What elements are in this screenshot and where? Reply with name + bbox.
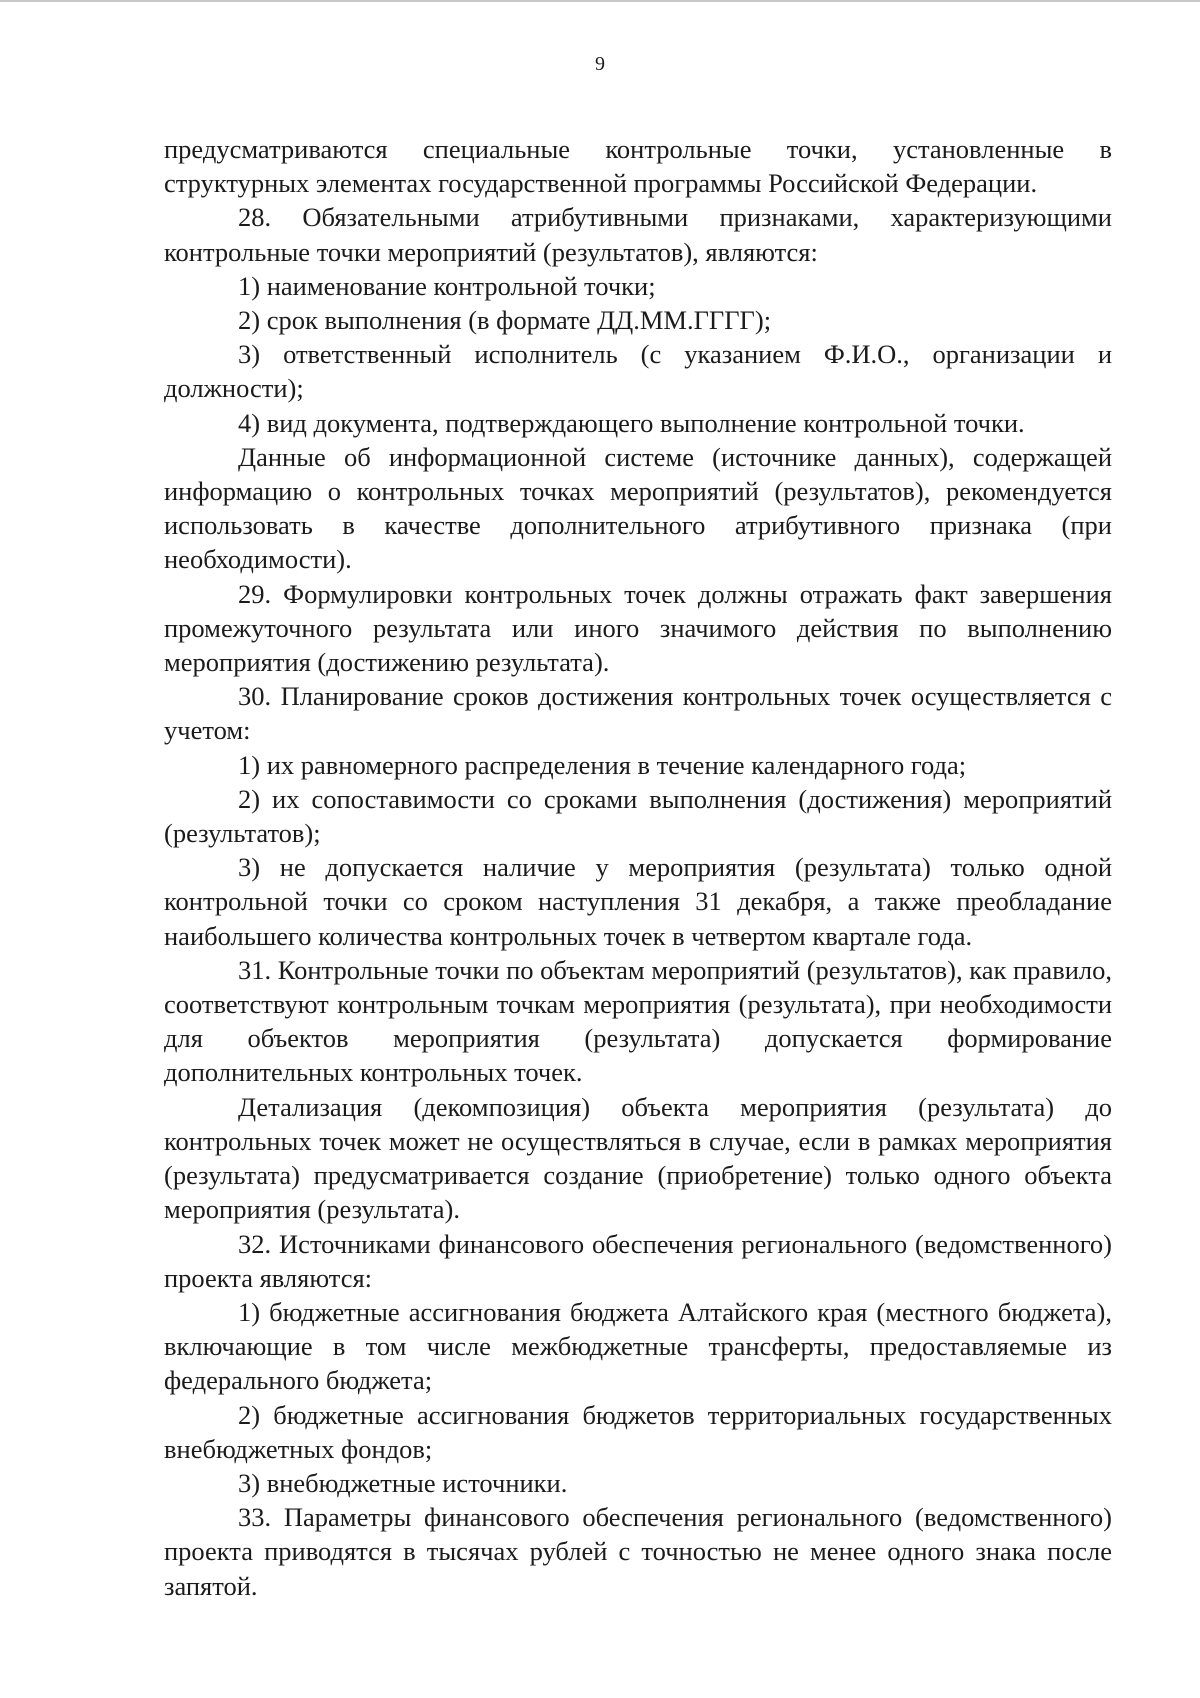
paragraph-item-32: 32. Источниками финансового обеспечения регионального (ведомственного) проекта являются:	[164, 1228, 1112, 1293]
paragraph: Детализация (декомпозиция) объекта мероприятия (результата) до контрольных точек может не осуществляться в случае, если в рамках мероприятия (результата) предусматривается создание (приобретение) только одного объекта мероприятия (результата).	[164, 1091, 1112, 1225]
top-border-line	[0, 0, 1200, 2]
list-item: 3) ответственный исполнитель (с указанием Ф.И.О., организации и должности);	[164, 339, 1112, 404]
list-item: 1) их равномерного распределения в течение календарного года;	[238, 749, 967, 780]
paragraph-item-29: 29. Формулировки контрольных точек должны отражать факт завершения промежуточного результата или иного значимого действия по выполнению мероприятия (достижению результата).	[164, 578, 1112, 678]
paragraph-item-28: 28. Обязательными атрибутивными признаками, характеризующими контрольные точки мероприятий (результатов), являются:	[164, 202, 1112, 267]
paragraph-continuation: предусматриваются специальные контрольные точки, установленные в структурных элементах государственной программы Российской Федерации.	[164, 134, 1112, 199]
paragraph-item-33: 33. Параметры финансового обеспечения регионального (ведомственного) проекта приводятся в тысячах рублей с точностью не менее одного знака после запятой.	[164, 1502, 1112, 1601]
page-number: 9	[595, 53, 605, 75]
paragraph-item-30: 30. Планирование сроков достижения контрольных точек осуществляется с учетом:	[164, 681, 1112, 746]
list-item: 4) вид документа, подтверждающего выполнение контрольной точки.	[238, 407, 1025, 438]
list-item: 3) не допускается наличие у мероприятия (результата) только одной контрольной точки со сроком наступления 31 декабря, а также преобладание наибольшего количества контрольных точек в четвертом квартале года.	[164, 852, 1112, 951]
list-item: 3) внебюджетные источники.	[238, 1467, 568, 1498]
document-body	[164, 132, 1112, 1603]
list-item: 2) срок выполнения (в формате ДД.ММ.ГГГГ);	[238, 305, 772, 336]
paragraph: Данные об информационной системе (источнике данных), содержащей информацию о контрольных точках мероприятий (результатов), рекомендуется использовать в качестве дополнительного атрибутивного признака (при необходимости).	[164, 441, 1112, 575]
list-item: 2) бюджетные ассигнования бюджетов территориальных государственных внебюджетных фондов;	[164, 1399, 1112, 1464]
list-item: 1) наименование контрольной точки;	[238, 270, 656, 301]
list-item: 1) бюджетные ассигнования бюджета Алтайского края (местного бюджета), включающие в том числе межбюджетные трансферты, предоставляемые из федерального бюджета;	[164, 1296, 1112, 1396]
list-item: 2) их сопоставимости со сроками выполнения (достижения) мероприятий (результатов);	[164, 783, 1112, 849]
paragraph-item-31: 31. Контрольные точки по объектам мероприятий (результатов), как правило, соответствуют контрольным точкам мероприятия (результата), при необходимости для объектов мероприятия (результата) допускается формирование дополнительных контрольных точек.	[164, 954, 1112, 1088]
